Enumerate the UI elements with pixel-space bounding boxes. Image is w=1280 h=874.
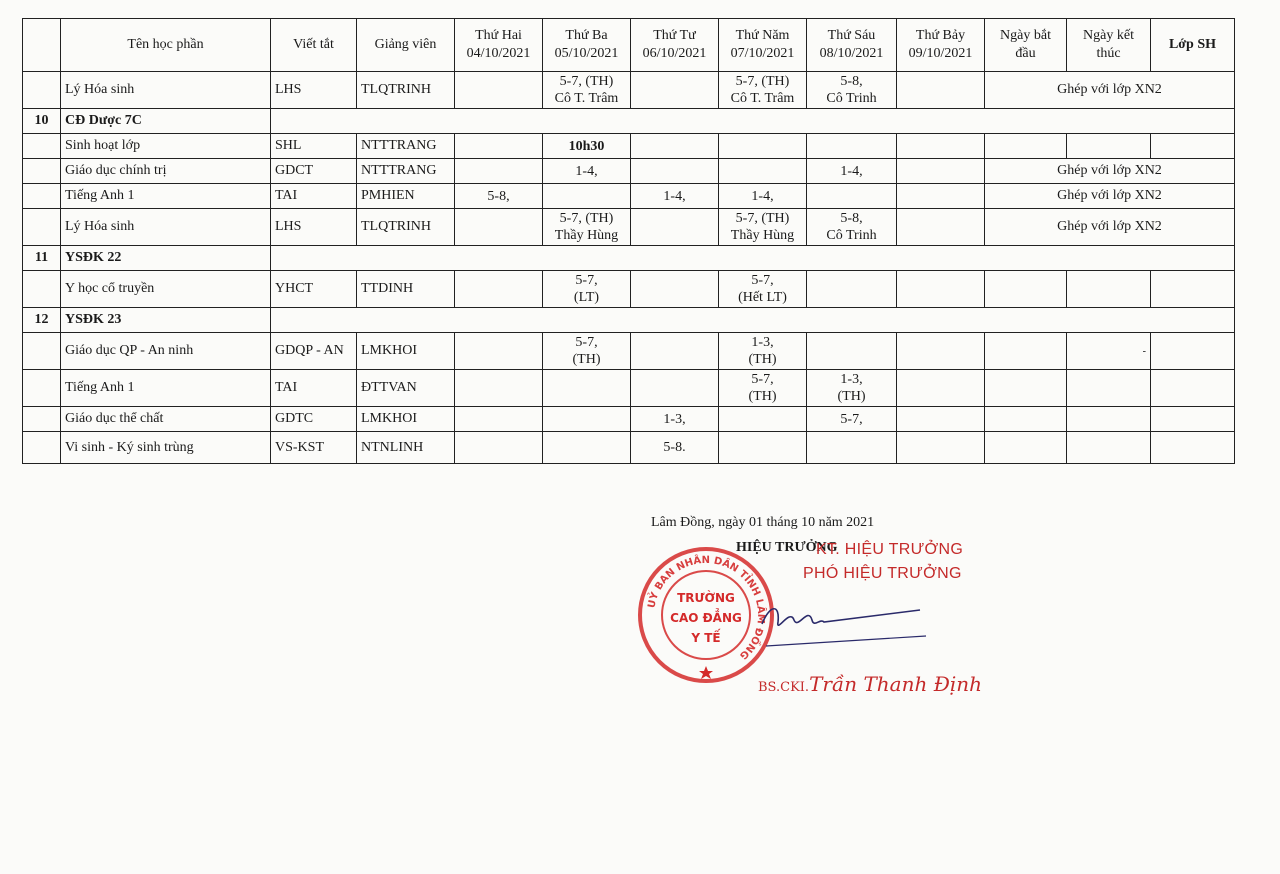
table-row: [23, 184, 1235, 209]
course-name: Giáo dục chính trị: [61, 159, 271, 184]
thursday-slot: 5-7, (TH) Thầy Hùng: [719, 209, 807, 246]
thursday-slot: 1-3, (TH): [719, 333, 807, 370]
header-course-name: Tên học phần: [61, 19, 271, 72]
teacher: TLQTRINH: [357, 209, 455, 246]
header-monday: Thứ Hai 04/10/2021: [455, 19, 543, 72]
course-abbr: VS-KST: [271, 432, 357, 464]
course-abbr: TAI: [271, 370, 357, 407]
header-abbr: Viết tắt: [271, 19, 357, 72]
friday-slot: 1-4,: [807, 159, 897, 184]
group-name: CĐ Dược 7C: [61, 109, 271, 134]
group-name: YSĐK 22: [61, 246, 271, 271]
deputy-title: PHÓ HIỆU TRƯỞNG: [803, 565, 962, 582]
header-row: [23, 19, 1235, 72]
course-abbr: GDTC: [271, 407, 357, 432]
table-row: [23, 407, 1235, 432]
merge-note: Ghép với lớp XN2: [985, 72, 1235, 109]
course-abbr: YHCT: [271, 271, 357, 308]
header-teacher: Giảng viên: [357, 19, 455, 72]
teacher: NTNLINH: [357, 432, 455, 464]
tuesday-slot: 1-4,: [543, 159, 631, 184]
date-line: Lâm Đồng, ngày 01 tháng 10 năm 2021: [651, 515, 875, 530]
tuesday-slot: 5-7, (LT): [543, 271, 631, 308]
table-row: [23, 209, 1235, 246]
course-name: Lý Hóa sinh: [61, 209, 271, 246]
header-saturday: Thứ Bảy 09/10/2021: [897, 19, 985, 72]
group-row: [23, 246, 1235, 271]
course-name: Vi sinh - Ký sinh trùng: [61, 432, 271, 464]
friday-slot: 1-3, (TH): [807, 370, 897, 407]
course-abbr: LHS: [271, 72, 357, 109]
group-name: YSĐK 23: [61, 308, 271, 333]
course-abbr: SHL: [271, 134, 357, 159]
schedule-sheet: [22, 18, 1234, 464]
monday-slot: 5-8,: [455, 184, 543, 209]
tuesday-slot: 5-7, (TH): [543, 333, 631, 370]
wednesday-slot: 1-4,: [631, 184, 719, 209]
wednesday-slot: 5-8.: [631, 432, 719, 464]
table-row: [23, 370, 1235, 407]
course-name: Giáo dục thể chất: [61, 407, 271, 432]
teacher: ĐTTVAN: [357, 370, 455, 407]
friday-slot: 5-8, Cô Trinh: [807, 209, 897, 246]
stamp-line-2: CAO ĐẲNG: [670, 611, 742, 625]
end-date-mark: -: [1067, 333, 1151, 370]
header-wednesday: Thứ Tư 06/10/2021: [631, 19, 719, 72]
table-row: [23, 72, 1235, 109]
course-abbr: GDCT: [271, 159, 357, 184]
table-row: [23, 159, 1235, 184]
thursday-slot: 1-4,: [719, 184, 807, 209]
signer-prefix: BS.CKI.: [758, 680, 810, 695]
thursday-slot: 5-7, (TH) Cô T. Trâm: [719, 72, 807, 109]
stamp-outer-text: UỶ BAN NHÂN DÂN TỈNH LÂM ĐỒNG: [646, 554, 767, 661]
friday-slot: 5-7,: [807, 407, 897, 432]
star-icon: [699, 666, 713, 679]
group-number: 11: [23, 246, 61, 271]
table-row: [23, 134, 1235, 159]
tuesday-slot: 5-7, (TH) Cô T. Trâm: [543, 72, 631, 109]
signature-mark: [760, 598, 930, 648]
principal-title: HIỆU TRƯỞNG: [736, 540, 838, 555]
group-number: 12: [23, 308, 61, 333]
group-row: [23, 109, 1235, 134]
course-name: Lý Hóa sinh: [61, 72, 271, 109]
school-seal-stamp: [638, 546, 774, 684]
friday-slot: 5-8, Cô Trinh: [807, 72, 897, 109]
stamp-line-1: TRƯỜNG: [677, 591, 735, 605]
wednesday-slot: 1-3,: [631, 407, 719, 432]
course-name: Tiếng Anh 1: [61, 370, 271, 407]
header-stt: [23, 19, 61, 72]
merge-note: Ghép với lớp XN2: [985, 159, 1235, 184]
course-name: Sinh hoạt lớp: [61, 134, 271, 159]
header-start-date: Ngày bắt đầu: [985, 19, 1067, 72]
course-abbr: GDQP - AN: [271, 333, 357, 370]
stamp-line-3: Y TẾ: [691, 631, 721, 645]
thursday-slot: 5-7, (TH): [719, 370, 807, 407]
course-abbr: TAI: [271, 184, 357, 209]
merge-note: Ghép với lớp XN2: [985, 184, 1235, 209]
header-class: Lớp SH: [1151, 19, 1235, 72]
thursday-slot: 5-7, (Hết LT): [719, 271, 807, 308]
teacher: TTDINH: [357, 271, 455, 308]
course-name: Giáo dục QP - An ninh: [61, 333, 271, 370]
table-row: [23, 432, 1235, 464]
header-thursday: Thứ Năm 07/10/2021: [719, 19, 807, 72]
signer-name: [758, 672, 982, 696]
group-number: 10: [23, 109, 61, 134]
teacher: PMHIEN: [357, 184, 455, 209]
header-tuesday: Thứ Ba 05/10/2021: [543, 19, 631, 72]
teacher: LMKHOI: [357, 407, 455, 432]
tuesday-slot: 10h30: [543, 134, 631, 159]
course-name: Tiếng Anh 1: [61, 184, 271, 209]
schedule-table: [22, 18, 1235, 464]
course-abbr: LHS: [271, 209, 357, 246]
teacher: NTTTRANG: [357, 134, 455, 159]
merge-note: Ghép với lớp XN2: [985, 209, 1235, 246]
table-row: [23, 333, 1235, 370]
table-row: [23, 271, 1235, 308]
tuesday-slot: 5-7, (TH) Thầy Hùng: [543, 209, 631, 246]
teacher: TLQTRINH: [357, 72, 455, 109]
header-end-date: Ngày kết thúc: [1067, 19, 1151, 72]
kt-line: KT. HIỆU TRƯỞNG: [816, 541, 964, 558]
course-name: Y học cổ truyền: [61, 271, 271, 308]
group-row: [23, 308, 1235, 333]
teacher: LMKHOI: [357, 333, 455, 370]
teacher: NTTTRANG: [357, 159, 455, 184]
signer-fullname: Trần Thanh Định: [809, 672, 983, 696]
header-friday: Thứ Sáu 08/10/2021: [807, 19, 897, 72]
